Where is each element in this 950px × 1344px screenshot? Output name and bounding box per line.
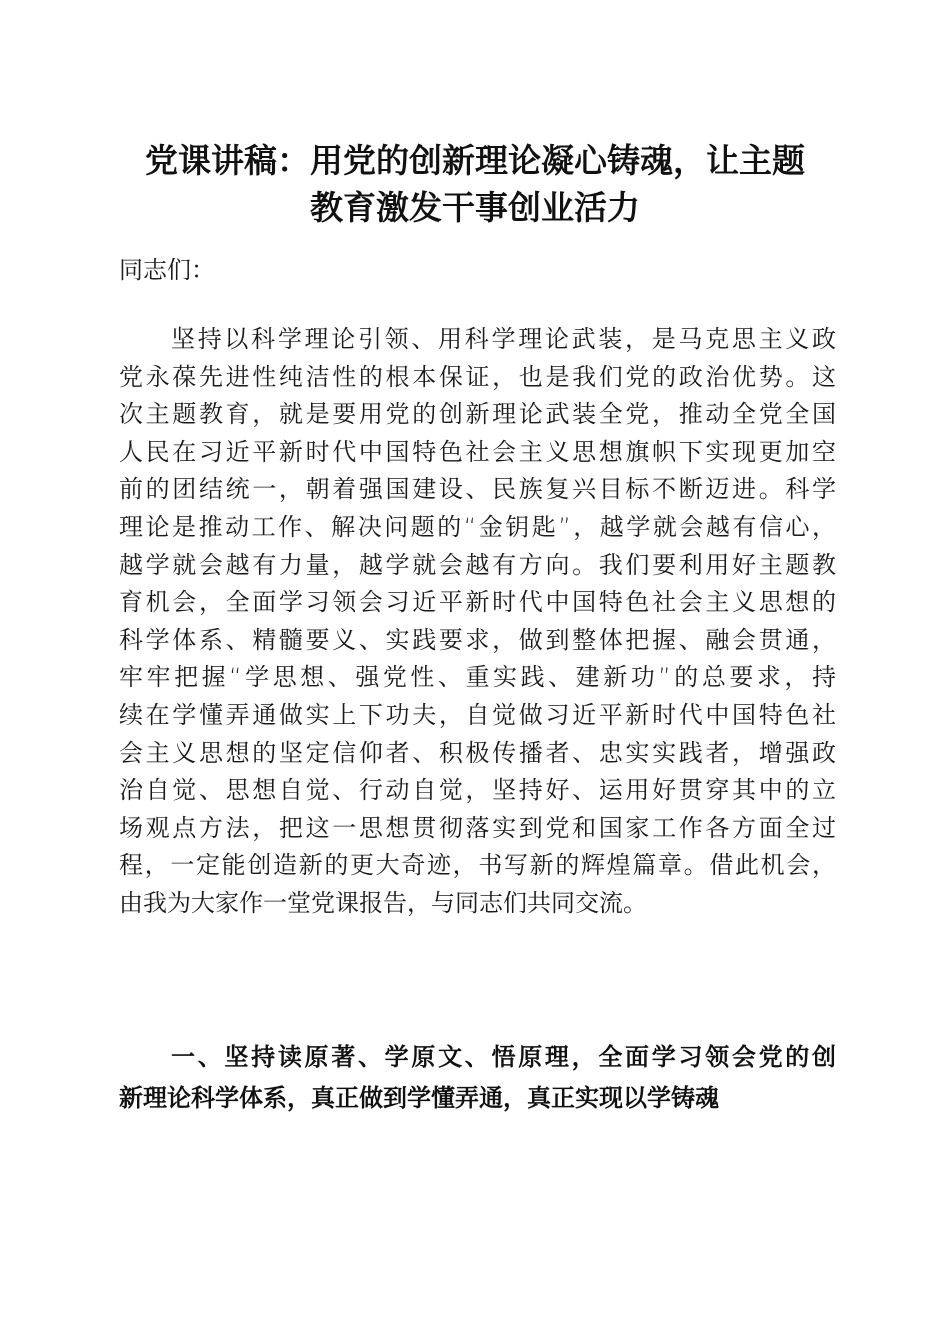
paragraph-line: 理论是推动工作、解决问题的“金钥匙”，越学就会越有信心， [119,512,836,541]
paragraph-line: 治自觉、思想自觉、行动自觉，坚持好、运用好贯穿其中的立 [119,776,836,805]
title-line-1: 党课讲稿：用党的创新理论凝心铸魂，让主题 [145,141,805,180]
title-line-2: 教育激发干事创业活力 [310,188,640,227]
document-title [100,137,850,231]
paragraph-line: 会主义思想的坚定信仰者、积极传播者、忠实实践者，增强政 [119,738,836,767]
section-heading-line-1: 一、坚持读原著、学原文、悟原理，全面学习领会党的创 [171,1043,836,1071]
section-heading-line-2: 新理论科学体系，真正做到学懂弄通，真正实现以学铸魂 [119,1084,719,1112]
salutation: 同志们： [119,256,215,284]
paragraph-line: 场观点方法，把这一思想贯彻落实到党和国家工作各方面全过 [119,813,836,842]
paragraph-line: 由我为大家作一堂党课报告，与同志们共同交流。 [119,888,647,917]
paragraph-line: 党永葆先进性纯洁性的根本保证，也是我们党的政治优势。这 [119,362,836,391]
section-heading [119,1037,839,1119]
paragraph-line: 前的团结统一，朝着强国建设、民族复兴目标不断迈进。科学 [119,475,836,504]
intro-paragraph [119,321,839,923]
paragraph-line: 程，一定能创造新的更大奇迹，书写新的辉煌篇章。借此机会， [119,851,836,880]
paragraph-line: 坚持以科学理论引领、用科学理论武装，是马克思主义政 [171,325,836,353]
paragraph-line: 育机会，全面学习领会习近平新时代中国特色社会主义思想的 [119,588,836,617]
paragraph-line: 续在学懂弄通做实上下功夫，自觉做习近平新时代中国特色社 [119,700,836,729]
paragraph-line: 次主题教育，就是要用党的创新理论武装全党，推动全党全国 [119,400,836,429]
paragraph-line: 科学体系、精髓要义、实践要求，做到整体把握、融会贯通， [119,625,836,654]
paragraph-line: 牢牢把握“学思想、强党性、重实践、建新功”的总要求，持 [119,663,836,692]
paragraph-line: 人民在习近平新时代中国特色社会主义思想旗帜下实现更加空 [119,437,836,466]
paragraph-line: 越学就会越有力量，越学就会越有方向。我们要利用好主题教 [119,550,836,579]
